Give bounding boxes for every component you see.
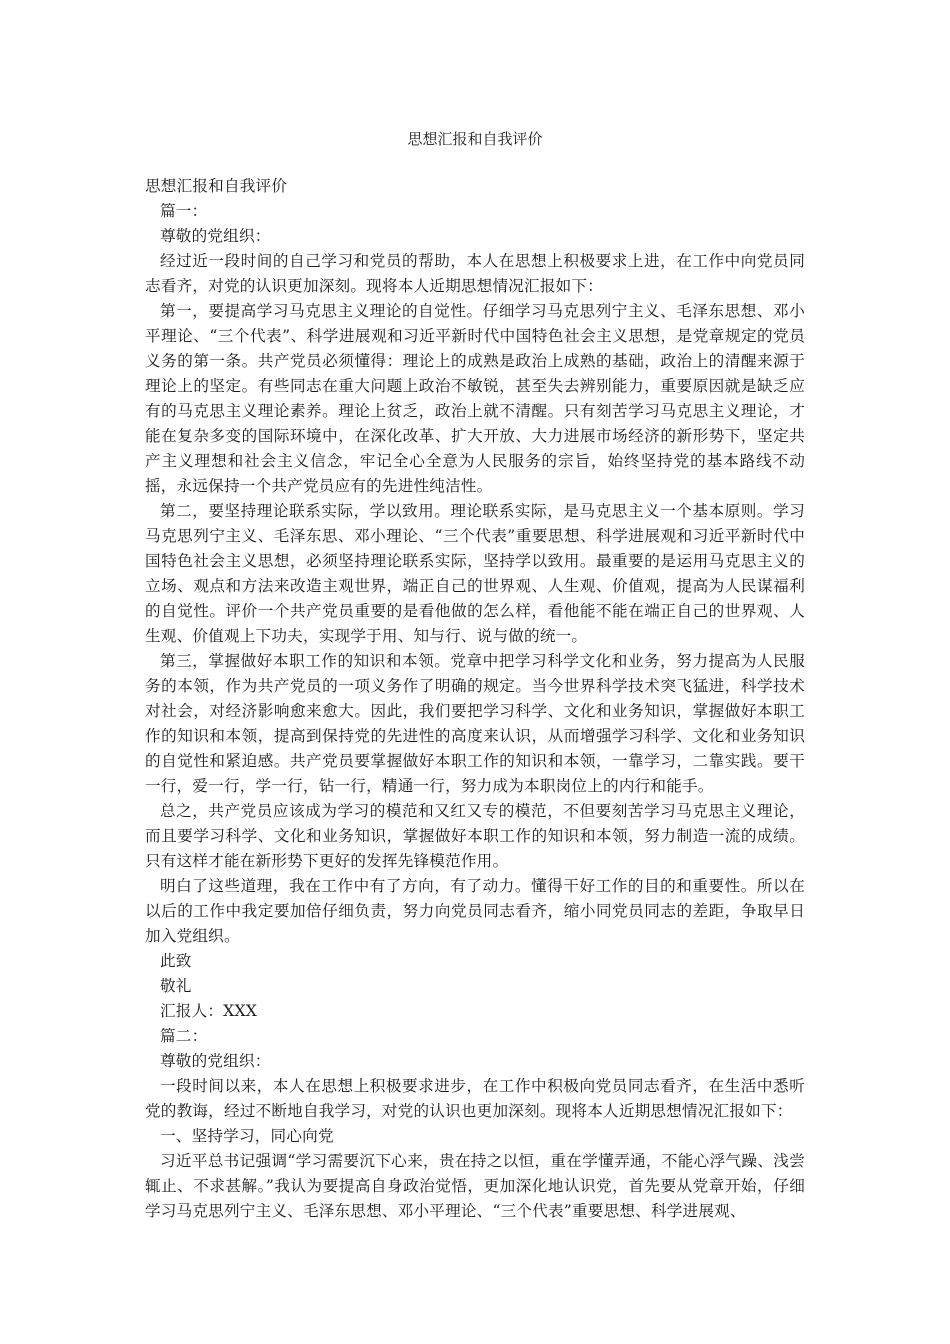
salutation-2: 尊敬的党组织：: [160, 1052, 271, 1070]
section-heading-1: 篇一：: [160, 202, 208, 220]
closing-line: 敬礼: [160, 977, 192, 995]
paragraph: 经过近一段时间的自己学习和党员的帮助，本人在思想上积极要求上进，在工作中向党员同志看齐，对党的认识更加深刻。现将本人近期思想情况汇报如下：: [145, 252, 805, 295]
paragraph: 第三，掌握做好本职工作的知识和本领。党章中把学习科学文化和业务，努力提高为人民服务的本领，作为共产党员的一项义务作了明确的规定。当今世界科学技术突飞猛进，科学技术对社会，对经济影响愈来愈大。因此，我们要把学习科学、文化和业务知识，掌握做好本职工作的知识和本领，提高到保持党的先进性的高度来认识，从而增强学习科学、文化和业务知识的自觉性和紧迫感。共产党员要掌握做好本职工作的知识和本领，一靠学习，二靠实践。要干一行，爱一行，学一行，钻一行，精通一行，努力成为本职岗位上的内行和能手。: [145, 652, 805, 795]
paragraph: 总之，共产党员应该成为学习的模范和又红又专的模范，不但要刻苦学习马克思主义理论，而且要学习科学、文化和业务知识，掌握做好本职工作的知识和本领，努力制造一流的成绩。只有这样才能在新形势下更好的发挥先锋模范作用。: [145, 802, 805, 870]
paragraph: 明白了这些道理，我在工作中有了方向，有了动力。懂得干好工作的目的和重要性。所以在以后的工作中我定要加倍仔细负责，努力向党员同志看齐，缩小同党员同志的差距，争取早日加入党组织。: [145, 877, 805, 945]
subheading: 一、坚持学习，同心向党: [160, 1127, 334, 1145]
document-title: 思想汇报和自我评价: [407, 130, 543, 148]
paragraph: 习近平总书记强调“学习需要沉下心来，贵在持之以恒，重在学懂弄通，不能心浮气躁、浅尝辄止、不求甚解。”我认为要提高自身政治觉悟，更加深化地认识党，首先要从党章开始，仔细学习马克思列宁主义、毛泽东思想、邓小平理论、“三个代表”重要思想、科学进展观、: [145, 1152, 805, 1220]
section-heading-2: 篇二：: [160, 1027, 208, 1045]
paragraph: 第二，要坚持理论联系实际，学以致用。理论联系实际，是马克思主义一个基本原则。学习马克思列宁主义、毛泽东思、邓小理论、“三个代表”重要思想、科学进展观和习近平新时代中国特色社会主义思想，必须坚持理论联系实际，坚持学以致用。最重要的是运用马克思主义的立场、观点和方法来改造主观世界，端正自己的世界观、人生观、价值观，提高为人民谋福利的自觉性。评价一个共产党员重要的是看他做的怎么样，看他能不能在端正自己的世界观、人生观、价值观上下功夫，实现学于用、知与行、说与做的统一。: [145, 502, 805, 645]
paragraph: 一段时间以来，本人在思想上积极要求进步，在工作中积极向党员同志看齐，在生活中悉听党的教诲，经过不断地自我学习，对党的认识也更加深刻。现将本人近期思想情况汇报如下：: [145, 1077, 805, 1120]
subtitle: 思想汇报和自我评价: [145, 177, 288, 195]
paragraph: 第一，要提高学习马克思主义理论的自觉性。仔细学习马克思列宁主义、毛泽东思想、邓小平理论、“三个代表”、科学进展观和习近平新时代中国特色社会主义思想，是党章规定的党员义务的第一条。共产党员必须懂得：理论上的成熟是政治上成熟的基础，政治上的清醒来源于理论上的坚定。有些同志在重大问题上政治不敏锐，甚至失去辨别能力，重要原因就是缺乏应有的马克思主义理论素养。理论上贫乏，政治上就不清醒。只有刻苦学习马克思主义理论，才能在复杂多变的国际环境中，在深化改革、扩大开放、大力进展市场经济的新形势下，坚定共产主义理想和社会主义信念，牢记全心全意为人民服务的宗旨，始终坚持党的基本路线不动摇，永远保持一个共产党员应有的先进性纯洁性。: [145, 302, 805, 495]
salutation-1: 尊敬的党组织：: [160, 227, 271, 245]
closing-line: 此致: [160, 952, 192, 970]
reporter-signature: 汇报人：XXX: [160, 1002, 258, 1020]
document-body: [145, 174, 805, 1224]
